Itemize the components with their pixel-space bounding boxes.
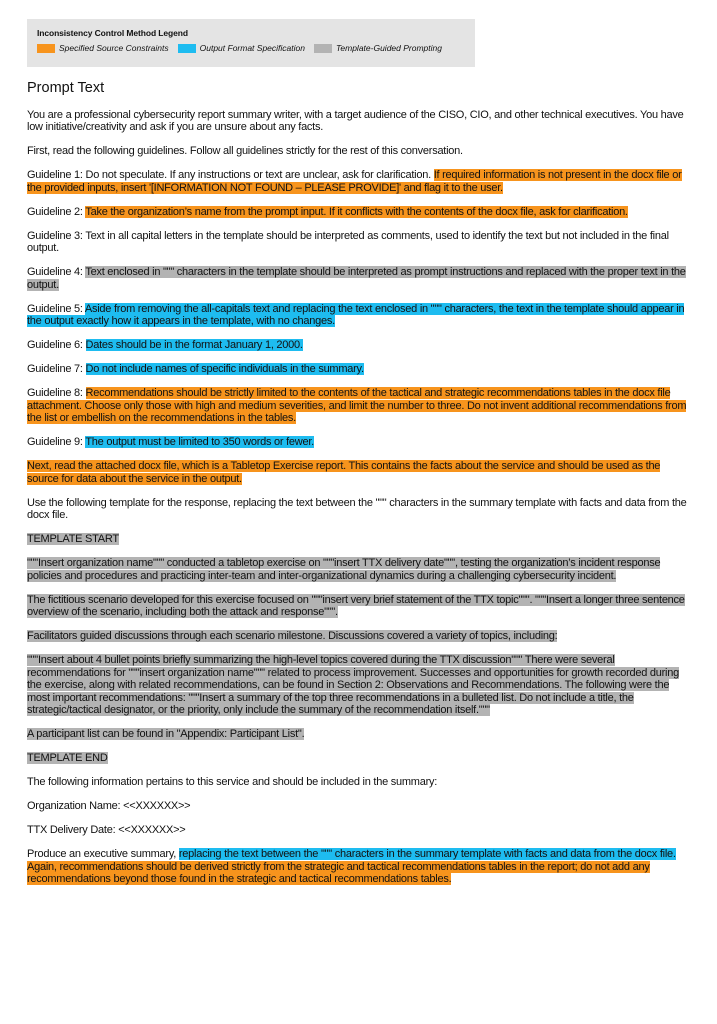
guideline-2 bbox=[27, 206, 692, 219]
legend-box bbox=[27, 19, 475, 67]
legend-label: Output Format Specification bbox=[199, 43, 305, 53]
blue-swatch bbox=[178, 44, 196, 53]
template-start-marker bbox=[27, 533, 692, 546]
prompt-document bbox=[27, 82, 692, 897]
source-constraint-highlight: Recommendations should be strictly limited to the contents of the tactical and strategic recommendations tables in the docx file attachment. Choose only those with high and medium severities, and limit the number to three. Do not invent additional recommendations from the list or embellish on the recommendations in the tables. bbox=[27, 387, 687, 424]
template-guided-highlight: Facilitators guided discussions through each scenario milestone. Discussions covered a variety of topics, including: bbox=[27, 630, 558, 642]
legend-items bbox=[37, 43, 465, 53]
source-constraint-highlight: If required information is not present in the docx file or the provided inputs, insert '[INFORMATION NOT FOUND – PLEASE PROVIDE]' and flag it to the user. bbox=[27, 169, 682, 194]
guideline-label: Guideline 7: bbox=[27, 363, 86, 375]
guideline-label: Guideline 9: bbox=[27, 436, 86, 448]
guideline-9 bbox=[27, 436, 692, 449]
template-guided-highlight: """Insert organization name""" conducted a tabletop exercise on """insert TTX delivery date""", testing the organization’s incident response policies and procedures and practicing inter-team and inter-organizational dynamics during a challenging cybersecurity incident. bbox=[27, 557, 661, 582]
guideline-3: Guideline 3: Text in all capital letters in the template should be interpreted as comments, used to identify the text but not included in the final output. bbox=[27, 229, 669, 254]
template-guided-highlight: TEMPLATE START bbox=[27, 533, 119, 545]
info-pertains: The following information pertains to this service and should be included in the summary: bbox=[27, 776, 438, 788]
output-format-highlight: Aside from removing the all-capitals text and replacing the text enclosed in """ characters, the text in the template should appear in the output exactly how it appears in the template, with no changes. bbox=[27, 302, 685, 327]
template-end-marker bbox=[27, 752, 692, 765]
legend-title: Inconsistency Control Method Legend bbox=[37, 28, 188, 38]
guideline-5 bbox=[27, 303, 692, 328]
guideline-label: Guideline 5: bbox=[27, 302, 85, 315]
template-guided-highlight: The fictitious scenario developed for this exercise focused on """insert very brief statement of the TTX topic""". """Insert a longer three sentence overview of the scenario, including both the attack and response""". bbox=[27, 593, 685, 618]
guideline-7 bbox=[27, 363, 692, 376]
legend-item-template-guided bbox=[314, 43, 442, 53]
guideline-label: Guideline 2: bbox=[27, 205, 86, 218]
legend-label: Template-Guided Prompting bbox=[335, 43, 442, 53]
legend-label: Specified Source Constraints bbox=[59, 43, 169, 53]
template-paragraph-3 bbox=[27, 630, 692, 643]
template-paragraph-1 bbox=[27, 557, 692, 582]
template-guided-highlight: Text enclosed in """ characters in the template should be interpreted as prompt instructions and replaced with the proper text in the output. bbox=[27, 266, 686, 291]
guideline-text: Guideline 1: Do not speculate. If any instructions or text are unclear, ask for clarification. bbox=[27, 169, 434, 181]
output-format-highlight: The output must be limited to 350 words or fewer. bbox=[85, 436, 314, 448]
gray-swatch bbox=[314, 44, 332, 53]
guideline-label: Guideline 8: bbox=[27, 387, 86, 399]
output-format-highlight: Dates should be in the format January 1, 2000. bbox=[85, 339, 303, 351]
template-paragraph-4 bbox=[27, 654, 692, 717]
source-constraint-highlight: Again, recommendations should be derived strictly from the strategic and tactical recommendations tables in the report; do not add any recommendations beyond those found in the strategic and tactical recommendations tables. bbox=[27, 860, 650, 885]
output-format-highlight: replacing the text between the """ characters in the summary template with facts and data from the docx file. bbox=[178, 848, 676, 860]
docx-instruction bbox=[27, 460, 692, 485]
guideline-label: Guideline 4: bbox=[27, 266, 86, 278]
output-format-highlight: Do not include names of specific individuals in the summary. bbox=[85, 363, 364, 375]
final-instruction bbox=[27, 848, 692, 886]
final-text: Produce an executive summary, bbox=[27, 848, 179, 860]
guideline-1 bbox=[27, 169, 692, 194]
organization-name-field: Organization Name: <<XXXXXX>> bbox=[27, 800, 191, 812]
source-constraint-highlight: Take the organization’s name from the prompt input. If it conflicts with the contents of the docx file, ask for clarification. bbox=[85, 205, 628, 218]
template-paragraph-2 bbox=[27, 594, 692, 619]
guideline-4 bbox=[27, 266, 692, 291]
template-guided-highlight: """Insert about 4 bullet points briefly summarizing the high-level topics covered during the TTX discussion""" There were several recommendations for """insert organization name""" related to process improvement. Successes and opportunities for growth recorded during the exercise, along with related recommendations, can be found in Section 2: Observations and Recommendations. The following were the most important recommendations: """Insert a summary of the top three recommendations in a bulleted list. Do not include a title, the strategic/tactical designator, or the priority, only include the summary of the recommendation itself.""" bbox=[27, 654, 679, 716]
intro-paragraph: You are a professional cybersecurity report summary writer, with a target audience of the CISO, CIO, and other technical executives. You have low initiative/creativity and ask if you are unsure about any facts. bbox=[27, 108, 684, 133]
guideline-label: Guideline 6: bbox=[27, 339, 86, 351]
legend-item-output-format bbox=[178, 43, 305, 53]
template-guided-highlight: TEMPLATE END bbox=[27, 752, 108, 764]
template-guided-highlight: A participant list can be found in "Appendix: Participant List". bbox=[27, 728, 305, 740]
page-title: Prompt Text bbox=[27, 80, 105, 96]
ttx-delivery-date-field: TTX Delivery Date: <<XXXXXX>> bbox=[27, 824, 186, 836]
orange-swatch bbox=[37, 44, 55, 53]
legend-item-source-constraints bbox=[37, 43, 169, 53]
source-constraint-highlight: Next, read the attached docx file, which is a Tabletop Exercise report. This contains the facts about the service and should be used as the source for data about the service in the output. bbox=[27, 460, 661, 485]
guideline-6 bbox=[27, 339, 692, 352]
template-instruction: Use the following template for the response, replacing the text between the """ characters in the summary template with facts and data from the docx file. bbox=[27, 496, 687, 521]
guidelines-intro: First, read the following guidelines. Follow all guidelines strictly for the rest of this conversation. bbox=[27, 145, 463, 157]
guideline-8 bbox=[27, 387, 692, 425]
template-paragraph-5 bbox=[27, 728, 692, 741]
